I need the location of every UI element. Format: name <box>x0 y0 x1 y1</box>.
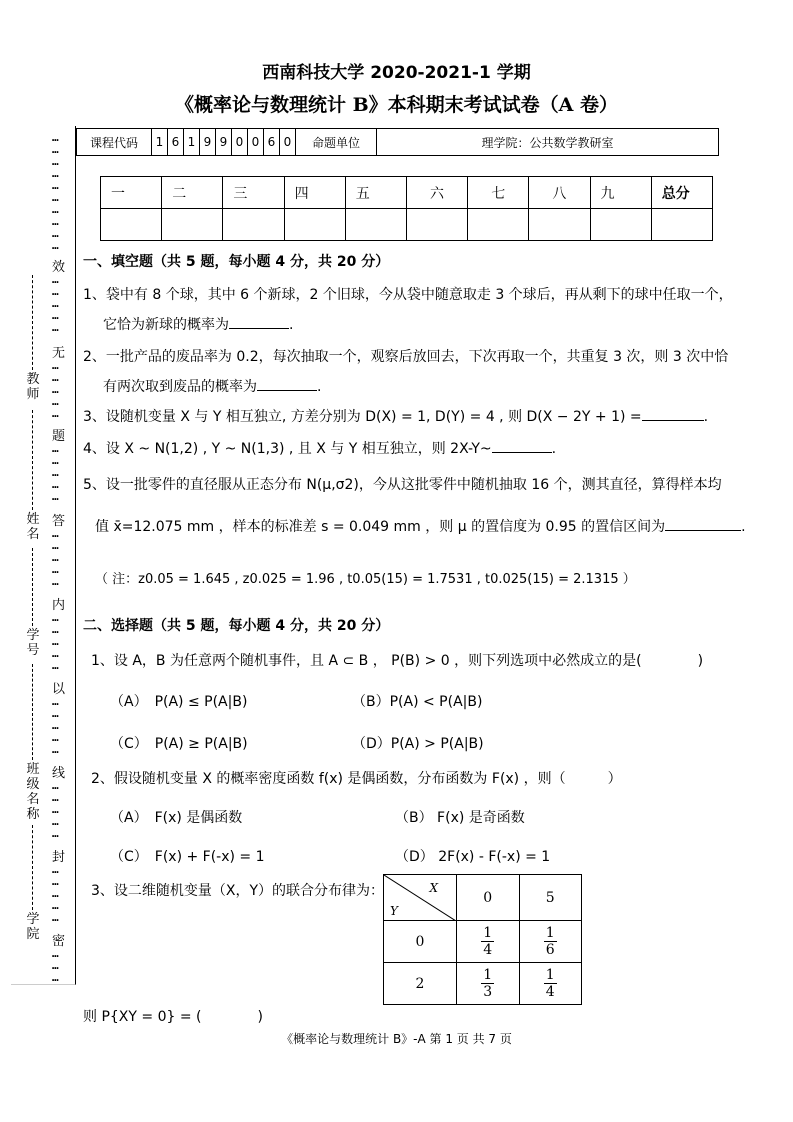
seal-char: 以 <box>52 682 66 697</box>
dot-run: … <box>52 827 58 840</box>
score-table <box>100 176 713 241</box>
seal-char: 密 <box>52 934 66 949</box>
s1-note: （ 注：z0.05 = 1.645 , z0.025 = 1.96 , t0.05(15) = 1.7531 , t0.025(15) = 2.1315 ） <box>95 572 636 587</box>
joint-x-value: 0 <box>457 875 520 921</box>
answer-blank[interactable] <box>642 408 704 421</box>
code-digit: 0 <box>232 129 248 156</box>
dot-run: … <box>52 490 58 503</box>
score-cell[interactable] <box>284 209 345 241</box>
joint-x-label: X <box>429 881 438 895</box>
dot-run: … <box>52 239 58 252</box>
dot-run: … <box>52 563 58 576</box>
dot-run: … <box>52 971 58 984</box>
score-cell[interactable] <box>406 209 467 241</box>
dot-run: … <box>52 575 58 588</box>
joint-corner-cell <box>384 875 457 921</box>
fill-line <box>32 664 34 760</box>
joint-x-value: 5 <box>519 875 582 921</box>
score-cell[interactable] <box>590 209 651 241</box>
score-cell[interactable] <box>101 209 162 241</box>
joint-y-value: 2 <box>384 963 457 1005</box>
label-college: 学院 <box>26 912 40 942</box>
code-digit: 6 <box>264 129 280 156</box>
dot-run: … <box>52 442 58 455</box>
joint-y-value: 0 <box>384 921 457 963</box>
denominator: 4 <box>483 942 493 958</box>
score-header: 七 <box>468 177 529 209</box>
dot-run: … <box>52 466 58 479</box>
dot-run: … <box>52 959 58 972</box>
section2-title: 二、选择题（共 5 题，每小题 4 分，共 20 分） <box>83 618 390 634</box>
dot-run: … <box>52 527 58 540</box>
numerator: 1 <box>545 925 555 941</box>
s2-q2-option-d[interactable]: （D） 2F(x) - F(-x) = 1 <box>395 849 551 865</box>
dot-run: … <box>52 695 58 708</box>
score-header: 九 <box>590 177 651 209</box>
answer-blank[interactable] <box>257 378 317 391</box>
unit-label: 命题单位 <box>296 129 377 156</box>
code-digit: 9 <box>200 129 216 156</box>
score-header: 一 <box>101 177 162 209</box>
label-teacher: 教师 <box>26 372 40 402</box>
dot-run: … <box>52 167 58 180</box>
fill-line <box>32 825 34 910</box>
dot-run: … <box>52 285 58 298</box>
dot-run: … <box>52 875 58 888</box>
joint-distribution-table <box>383 874 582 1005</box>
numerator: 1 <box>483 967 493 983</box>
dot-run: … <box>52 371 58 384</box>
seal-char: 线 <box>52 766 66 781</box>
joint-cell <box>457 921 520 963</box>
s1-q3: 3、设随机变量 X 与 Y 相互独立, 方差分别为 D(X) = 1, D(Y) = 4 , 则 D(X − 2Y + 1) = <box>83 409 642 425</box>
dot-run: … <box>52 273 58 286</box>
dot-run: … <box>52 815 58 828</box>
dot-run: … <box>52 623 58 636</box>
joint-cell <box>457 963 520 1005</box>
score-header: 五 <box>345 177 406 209</box>
dot-run: … <box>52 947 58 960</box>
dot-run: … <box>52 407 58 420</box>
dot-run: … <box>52 478 58 491</box>
label-class: 班级名称 <box>26 762 40 822</box>
dot-run: … <box>52 383 58 396</box>
unit-value: 理学院：公共数学教研室 <box>377 129 719 156</box>
label-name: 姓名 <box>26 512 40 542</box>
dot-run: … <box>52 454 58 467</box>
dot-run: … <box>52 731 58 744</box>
dot-run: … <box>52 863 58 876</box>
denominator: 4 <box>545 984 555 1000</box>
dot-run: … <box>52 179 58 192</box>
dot-run: … <box>52 321 58 334</box>
dot-run: … <box>52 647 58 660</box>
s2-q1-option-b[interactable]: （B）P(A) < P(A|B) <box>352 694 483 710</box>
dot-run: … <box>52 143 58 156</box>
fill-line <box>32 410 34 510</box>
s2-q3: 3、设二维随机变量（X，Y）的联合分布律为： <box>91 883 385 899</box>
dot-run: … <box>52 215 58 228</box>
seal-char: 内 <box>52 598 66 613</box>
score-header: 二 <box>162 177 223 209</box>
score-cell[interactable] <box>162 209 223 241</box>
dot-run: … <box>52 611 58 624</box>
page-footer: 《概率论与数理统计 B》-A 第 1 页 共 7 页 <box>281 1032 512 1046</box>
s2-q3-tail: 则 P{XY = 0} = ( ) <box>83 1009 263 1025</box>
s2-q1-option-d[interactable]: （D）P(A) > P(A|B) <box>352 736 484 752</box>
score-header: 四 <box>284 177 345 209</box>
fill-line <box>32 275 34 370</box>
joint-cell <box>519 921 582 963</box>
score-cell[interactable] <box>345 209 406 241</box>
dot-run: … <box>52 911 58 924</box>
dot-run: … <box>52 539 58 552</box>
dot-run: … <box>52 779 58 792</box>
dot-run: … <box>52 551 58 564</box>
code-digit: 1 <box>152 129 168 156</box>
s1-q1-line1: 1、袋中有 8 个球，其中 6 个新球，2 个旧球，今从袋中随意取走 3 个球后，再从剩下的球中任取一个， <box>83 287 733 303</box>
dot-run: … <box>52 191 58 204</box>
joint-y-label: Y <box>390 904 398 918</box>
university-term: 西南科技大学 2020-2021-1 学期 <box>262 63 531 83</box>
score-cell[interactable] <box>529 209 590 241</box>
denominator: 6 <box>545 942 555 958</box>
dot-run: … <box>52 297 58 310</box>
dot-run: … <box>52 131 58 144</box>
seal-char: 效 <box>52 260 66 275</box>
score-header: 三 <box>223 177 284 209</box>
answer-blank[interactable] <box>492 440 552 453</box>
section1-title: 一、填空题（共 5 题，每小题 4 分，共 20 分） <box>83 254 390 270</box>
dot-run: … <box>52 395 58 408</box>
s2-q2-option-b[interactable]: （B） F(x) 是奇函数 <box>395 810 525 826</box>
dot-run: … <box>52 359 58 372</box>
score-cell[interactable] <box>651 209 712 241</box>
seal-char: 答 <box>52 514 66 529</box>
code-digit: 6 <box>168 129 184 156</box>
denominator: 3 <box>483 984 493 1000</box>
fill-line <box>32 548 34 626</box>
dot-run: … <box>52 203 58 216</box>
s2-q2-option-a[interactable]: （A） F(x) 是偶函数 <box>110 810 243 826</box>
s1-q1-line2: 它恰为新球的概率为 <box>103 317 229 333</box>
code-digit: 0 <box>248 129 264 156</box>
score-header-total: 总分 <box>651 177 712 209</box>
numerator: 1 <box>483 925 493 941</box>
score-cell[interactable] <box>223 209 284 241</box>
dot-run: … <box>52 803 58 816</box>
dot-run: … <box>52 791 58 804</box>
s2-q1-option-a[interactable]: （A） P(A) ≤ P(A|B) <box>110 694 248 710</box>
code-digit: 1 <box>184 129 200 156</box>
s2-q1: 1、设 A，B 为任意两个随机事件，且 A ⊂ B ， P(B) > 0 ，则下列选项中必然成立的是( ) <box>91 653 704 669</box>
exam-title: 《概率论与数理统计 B》本科期末考试试卷（A 卷） <box>174 94 619 116</box>
seal-char: 题 <box>52 429 66 444</box>
label-student-id: 学号 <box>26 628 40 658</box>
joint-cell <box>519 963 582 1005</box>
s1-q5-line1: 5、设一批零件的直径服从正态分布 N(μ,σ2)，今从这批零件中随机抽取 16 个，测其直径，算得样本均 <box>83 477 722 493</box>
dot-run: … <box>52 635 58 648</box>
s2-q2-option-c[interactable]: （C） F(x) + F(-x) = 1 <box>110 849 265 865</box>
score-cell[interactable] <box>468 209 529 241</box>
numerator: 1 <box>545 967 555 983</box>
course-info-table <box>76 128 719 156</box>
dot-run: … <box>52 707 58 720</box>
dot-run: … <box>52 899 58 912</box>
dot-run: … <box>52 659 58 672</box>
dot-run: … <box>52 155 58 168</box>
dot-run: … <box>52 719 58 732</box>
s1-q2-line2: 有两次取到废品的概率为 <box>103 379 257 395</box>
dot-run: … <box>52 309 58 322</box>
course-code-label: 课程代码 <box>77 129 152 156</box>
score-header: 八 <box>529 177 590 209</box>
code-digit: 9 <box>216 129 232 156</box>
answer-blank[interactable] <box>229 316 289 329</box>
code-digit: 0 <box>280 129 296 156</box>
score-header: 六 <box>406 177 467 209</box>
s1-q2-line1: 2、一批产品的废品率为 0.2，每次抽取一个，观察后放回去，下次再取一个，共重复 3 次，则 3 次中恰 <box>83 349 729 365</box>
seal-char: 封 <box>52 850 66 865</box>
seal-char: 无 <box>52 346 66 361</box>
dot-run: … <box>52 227 58 240</box>
dot-run: … <box>52 887 58 900</box>
answer-blank[interactable] <box>665 518 741 531</box>
s1-q4: 4、设 X ~ N(1,2) , Y ~ N(1,3) , 且 X 与 Y 相互独立，则 2X-Y~ <box>83 441 492 457</box>
dot-run: … <box>52 743 58 756</box>
s1-q5-line2: 值 x̄=12.075 mm ，样本的标准差 s = 0.049 mm ，则 μ 的置信度为 0.95 的置信区间为 <box>95 519 666 535</box>
s2-q2: 2、假设随机变量 X 的概率密度函数 f(x) 是偶函数，分布函数为 F(x) ，则（ ） <box>91 771 622 787</box>
s2-q1-option-c[interactable]: （C） P(A) ≥ P(A|B) <box>110 736 248 752</box>
